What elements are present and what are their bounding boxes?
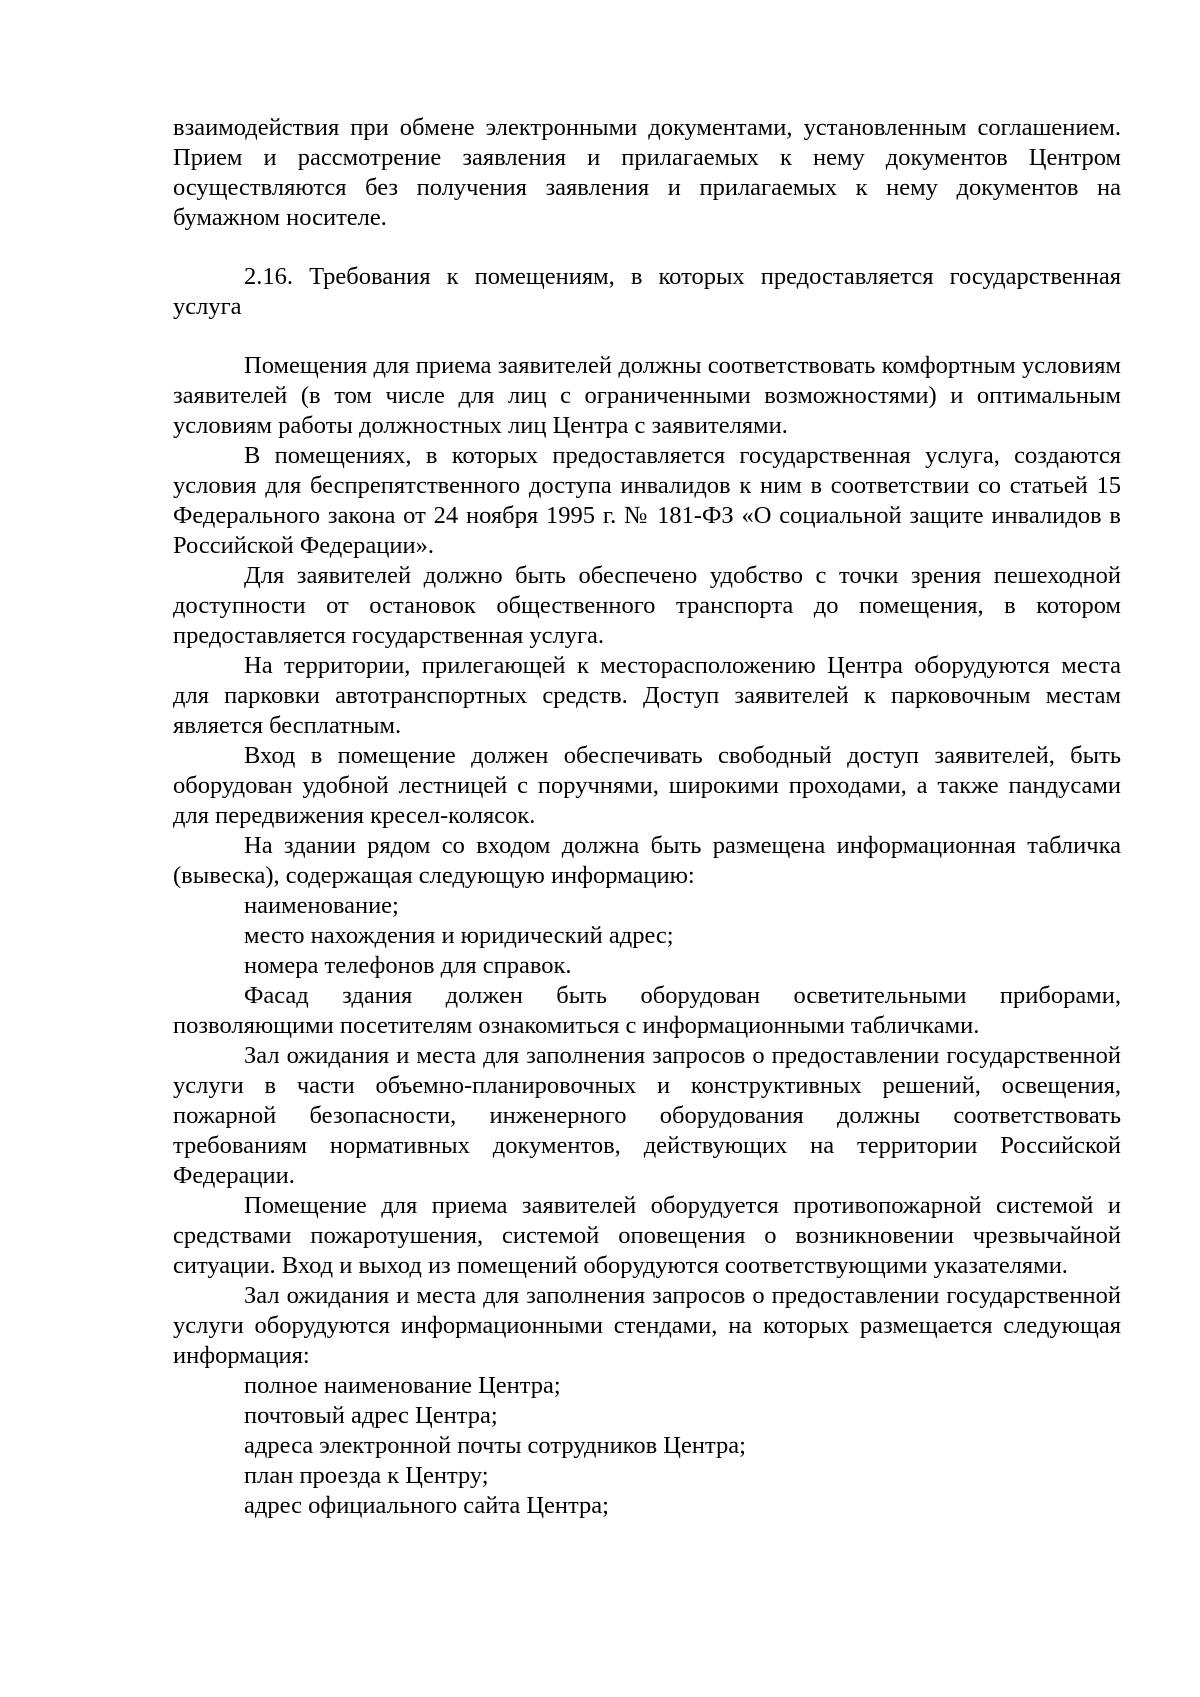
spacer: [173, 233, 1121, 262]
paragraph-accessibility: В помещениях, в которых предоставляется государственная услуга, создаются условия для беспрепятственного доступа инвалидов к ним в соответствии со статьей 15 Федерального закона от 24 ноября 1995 г. № 181-ФЗ «О социальной защите инвалидов в Российской Федерации».: [173, 442, 1121, 559]
list-item: адрес официального сайта Центра;: [244, 1492, 609, 1519]
paragraph-intro: взаимодействия при обмене электронными документами, установленным соглашением. Прием и рассмотрение заявления и прилагаемых к нему документов Центром осуществляются без получения заявления и прилагаемых к нему документов на бумажном носителе.: [173, 114, 1121, 231]
list-item: наименование;: [244, 892, 399, 919]
paragraph-entrance: Вход в помещение должен обеспечивать свободный доступ заявителей, быть оборудован удобной лестницей с поручнями, широкими проходами, а также пандусами для передвижения кресел-колясок.: [173, 742, 1121, 829]
paragraph-transport: Для заявителей должно быть обеспечено удобство с точки зрения пешеходной доступности от остановок общественного транспорта до помещения, в котором предоставляется государственная услуга.: [173, 562, 1121, 649]
paragraph-premises: Помещения для приема заявителей должны соответствовать комфортным условиям заявителей (в том числе для лиц с ограниченными возможностями) и оптимальным условиям работы должностных лиц Центра с заявителями.: [173, 352, 1121, 439]
list-item: адреса электронной почты сотрудников Центра;: [244, 1432, 746, 1459]
paragraph-info-stands: Зал ожидания и места для заполнения запросов о предоставлении государственной услуги оборудуются информационными стендами, на которых размещается следующая информация:: [173, 1282, 1121, 1369]
list-item: полное наименование Центра;: [244, 1372, 561, 1399]
list-item: место нахождения и юридический адрес;: [244, 922, 674, 949]
paragraph-fire-safety: Помещение для приема заявителей оборудуется противопожарной системой и средствами пожаротушения, системой оповещения о возникновении чрезвычайной ситуации. Вход и выход из помещений оборудуются соответствующими указателями.: [173, 1192, 1121, 1279]
document-page: [173, 113, 1121, 1521]
paragraph-waiting-hall: Зал ожидания и места для заполнения запросов о предоставлении государственной услуги в части объемно-планировочных и конструктивных решений, освещения, пожарной безопасности, инженерного оборудования должны соответствовать требованиям нормативных документов, действующих на территории Российской Федерации.: [173, 1042, 1121, 1189]
list-item: план проезда к Центру;: [244, 1462, 489, 1489]
list-item: почтовый адрес Центра;: [244, 1402, 498, 1429]
paragraph-facade: Фасад здания должен быть оборудован осветительными приборами, позволяющими посетителям ознакомиться с информационными табличками.: [173, 982, 1121, 1039]
paragraph-parking: На территории, прилегающей к месторасположению Центра оборудуются места для парковки автотранспортных средств. Доступ заявителей к парковочным местам является бесплатным.: [173, 652, 1121, 739]
section-heading: 2.16. Требования к помещениям, в которых предоставляется государственная услуга: [173, 263, 1121, 320]
spacer: [173, 322, 1121, 351]
paragraph-signboard: На здании рядом со входом должна быть размещена информационная табличка (вывеска), содержащая следующую информацию:: [173, 832, 1121, 889]
list-item: номера телефонов для справок.: [244, 952, 572, 979]
